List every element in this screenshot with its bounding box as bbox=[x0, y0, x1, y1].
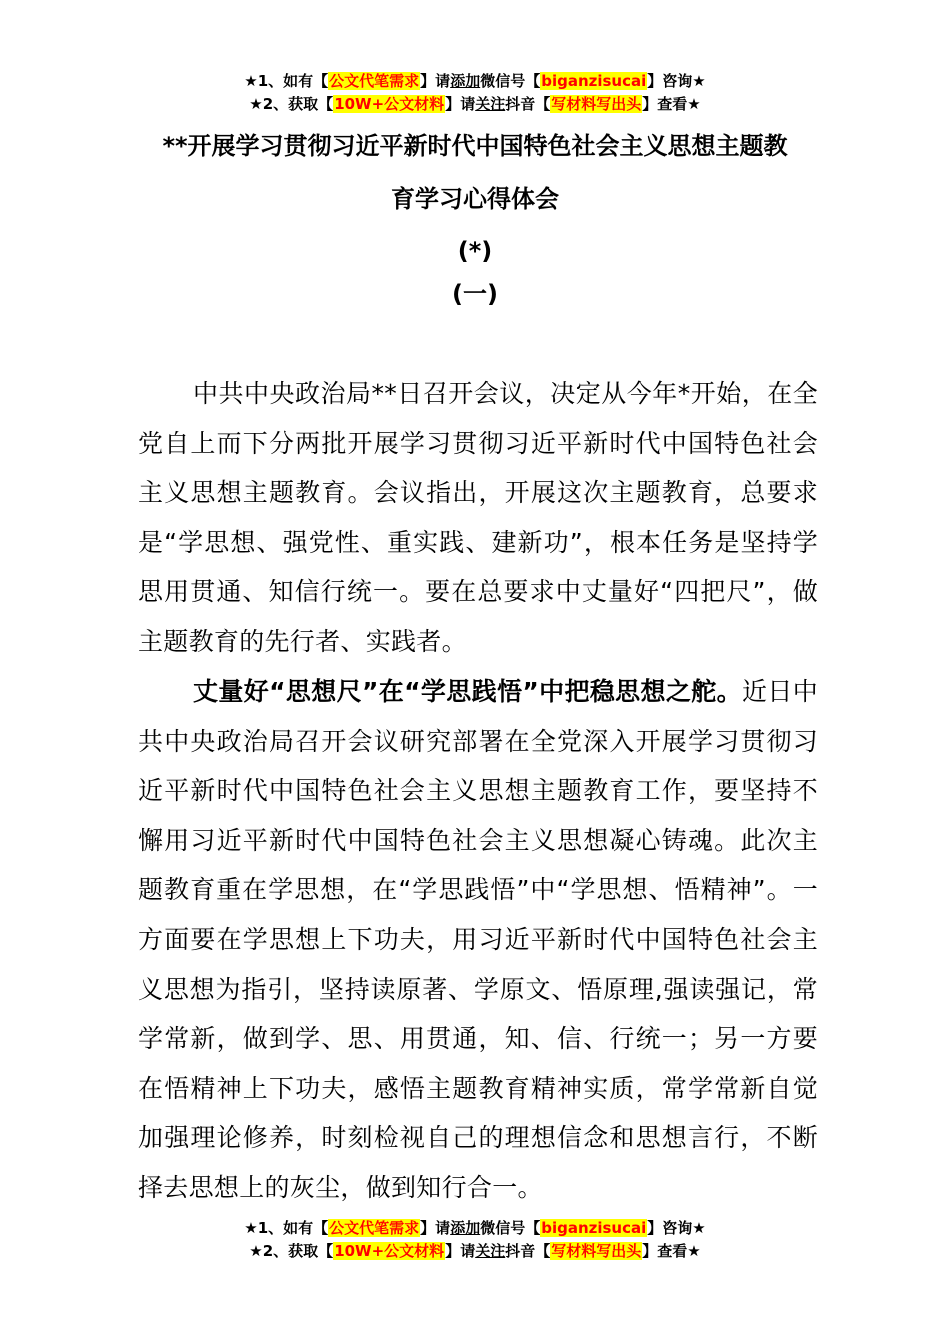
banner-underlined: 关注 bbox=[475, 1242, 506, 1260]
banner-highlight: 10W+公文材料 bbox=[334, 95, 445, 113]
banner-text: 】请 bbox=[420, 1219, 451, 1237]
banner-highlight: 写材料写出头 bbox=[551, 1242, 642, 1260]
document-subtitle-star: (*) bbox=[457, 237, 493, 265]
banner-underlined: 关注 bbox=[475, 95, 506, 113]
banner-underlined: 添加 bbox=[450, 1219, 481, 1237]
banner-text: 微信号【 bbox=[480, 72, 541, 90]
bottom-banner bbox=[0, 1217, 950, 1263]
banner-text: 】咨询★ bbox=[647, 72, 706, 90]
banner-text: ★1、如有【 bbox=[244, 1219, 329, 1237]
banner-line-1 bbox=[0, 1217, 950, 1240]
paragraph-1: 中共中央政治局**日召开会议，决定从今年*开始，在全党自上而下分两批开展学习贯彻习近平新时代中国特色社会主义思想主题教育。会议指出，开展这次主题教育，总要求是“学思想、强党性、重实践、建新功”，根本任务是坚持学思用贯通、知信行统一。要在总要求中丈量好“四把尺”，做主题教育的先行者、实践者。 bbox=[138, 379, 818, 656]
paragraph-2 bbox=[138, 667, 818, 1213]
banner-text: ★2、获取【 bbox=[249, 1242, 334, 1260]
document-title-line-2: 育学习心得体会 bbox=[391, 185, 559, 213]
banner-highlight: 写材料写出头 bbox=[551, 95, 642, 113]
document-subtitle-number: (一) bbox=[452, 280, 498, 308]
banner-line-2 bbox=[0, 93, 950, 116]
banner-text: 】请 bbox=[445, 1242, 476, 1260]
banner-text: 抖音【 bbox=[505, 95, 551, 113]
banner-text: 】请 bbox=[445, 95, 476, 113]
paragraph-2-body: 近日中共中央政治局召开会议研究部署在全党深入开展学习贯彻习近平新时代中国特色社会主义思想主题教育工作，要坚持不懈用习近平新时代中国特色社会主义思想凝心铸魂。此次主题教育重在学思想，在“学思践悟”中“学思想、悟精神”。一方面要在学思想上下功夫，用习近平新时代中国特色社会主义思想为指引，坚持读原著、学原文、悟原理,强读强记，常学常新，做到学、思、用贯通，知、信、行统一；另一方要在悟精神上下功夫，感悟主题教育精神实质，常学常新自觉加强理论修养，时刻检视自己的理想信念和思想言行，不断择去思想上的灰尘，做到知行合一。 bbox=[138, 677, 819, 1202]
banner-highlight: biganzisucai bbox=[541, 72, 647, 90]
banner-highlight: 公文代笔需求 bbox=[329, 72, 420, 90]
banner-text: 】查看★ bbox=[642, 95, 701, 113]
banner-text: ★1、如有【 bbox=[244, 72, 329, 90]
paragraph-2-heading: 丈量好“思想尺”在“学思践悟”中把稳思想之舵。 bbox=[193, 677, 742, 706]
banner-text: 】咨询★ bbox=[647, 1219, 706, 1237]
banner-line-2 bbox=[0, 1240, 950, 1263]
banner-highlight: 10W+公文材料 bbox=[334, 1242, 445, 1260]
banner-underlined: 添加 bbox=[450, 72, 481, 90]
banner-highlight: biganzisucai bbox=[541, 1219, 647, 1237]
top-banner bbox=[0, 70, 950, 116]
document-title-line-1: **开展学习贯彻习近平新时代中国特色社会主义思想主题教 bbox=[162, 132, 788, 160]
banner-text: 】查看★ bbox=[642, 1242, 701, 1260]
banner-text: 】请 bbox=[420, 72, 451, 90]
banner-line-1 bbox=[0, 70, 950, 93]
banner-text: ★2、获取【 bbox=[249, 95, 334, 113]
banner-text: 微信号【 bbox=[480, 1219, 541, 1237]
banner-text: 抖音【 bbox=[505, 1242, 551, 1260]
banner-highlight: 公文代笔需求 bbox=[329, 1219, 420, 1237]
